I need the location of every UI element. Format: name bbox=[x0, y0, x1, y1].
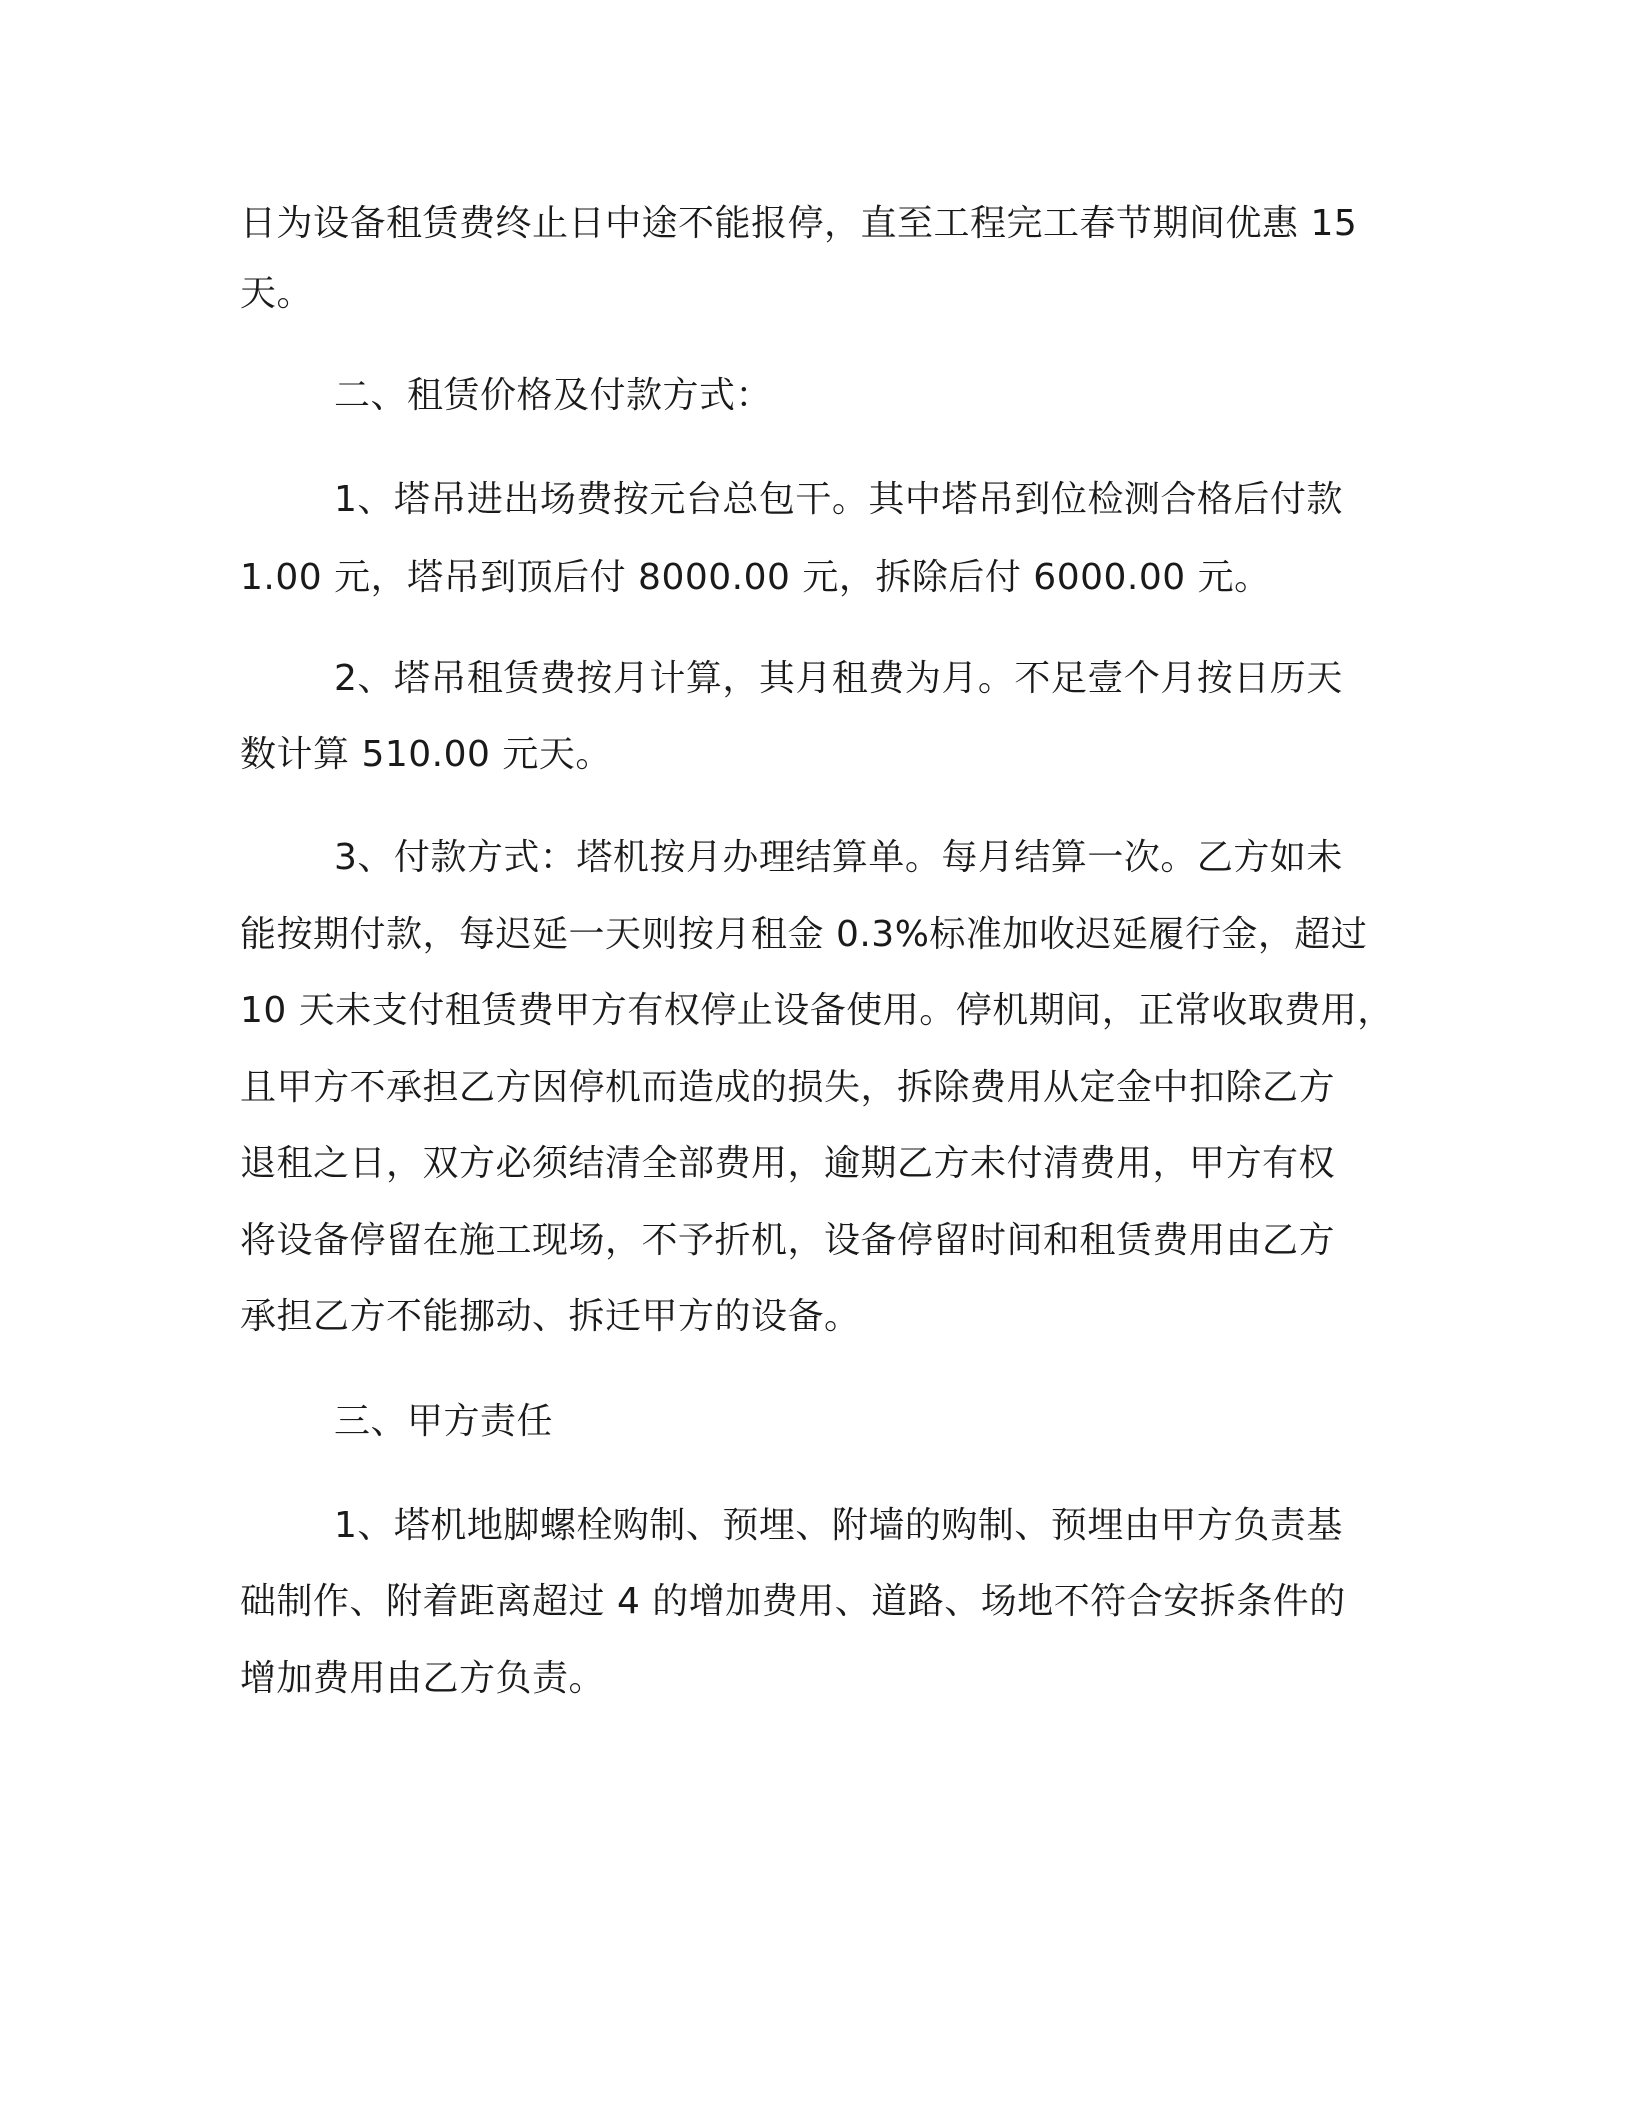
paragraph-line: 天。 bbox=[240, 273, 314, 314]
paragraph-line: 将设备停留在施工现场，不予折机，设备停留时间和租赁费用由乙方 bbox=[240, 1220, 1336, 1261]
paragraph-line: 础制作、附着距离超过 4 的增加费用、道路、场地不符合安拆条件的 bbox=[240, 1581, 1346, 1622]
paragraph-line: 1、塔机地脚螺栓购制、预埋、附墙的购制、预埋由甲方负责基 bbox=[334, 1505, 1343, 1546]
paragraph-line: 1、塔吊进出场费按元台总包干。其中塔吊到位检测合格后付款 bbox=[334, 479, 1343, 520]
paragraph-line: 且甲方不承担乙方因停机而造成的损失，拆除费用从定金中扣除乙方 bbox=[240, 1067, 1336, 1108]
paragraph-line: 1.00 元，塔吊到顶后付 8000.00 元，拆除后付 6000.00 元。 bbox=[240, 557, 1271, 598]
paragraph-line: 2、塔吊租赁费按月计算，其月租费为月。不足壹个月按日历天 bbox=[334, 658, 1343, 699]
paragraph-line: 10 天未支付租赁费甲方有权停止设备使用。停机期间，正常收取费用， bbox=[240, 990, 1394, 1031]
paragraph-line: 退租之日，双方必须结清全部费用，逾期乙方未付清费用，甲方有权 bbox=[240, 1143, 1336, 1184]
paragraph-line: 增加费用由乙方负责。 bbox=[240, 1658, 606, 1699]
paragraph-line: 数计算 510.00 元天。 bbox=[240, 734, 612, 775]
section-heading: 二、租赁价格及付款方式： bbox=[334, 375, 773, 416]
paragraph-line: 能按期付款，每迟延一天则按月租金 0.3%标准加收迟延履行金，超过 bbox=[240, 914, 1368, 955]
paragraph-line: 3、付款方式：塔机按月办理结算单。每月结算一次。乙方如未 bbox=[334, 837, 1343, 878]
paragraph-line: 承担乙方不能挪动、拆迁甲方的设备。 bbox=[240, 1296, 861, 1337]
paragraph-line: 日为设备租赁费终止日中途不能报停，直至工程完工春节期间优惠 15 bbox=[240, 203, 1358, 244]
section-heading: 三、甲方责任 bbox=[334, 1401, 554, 1442]
